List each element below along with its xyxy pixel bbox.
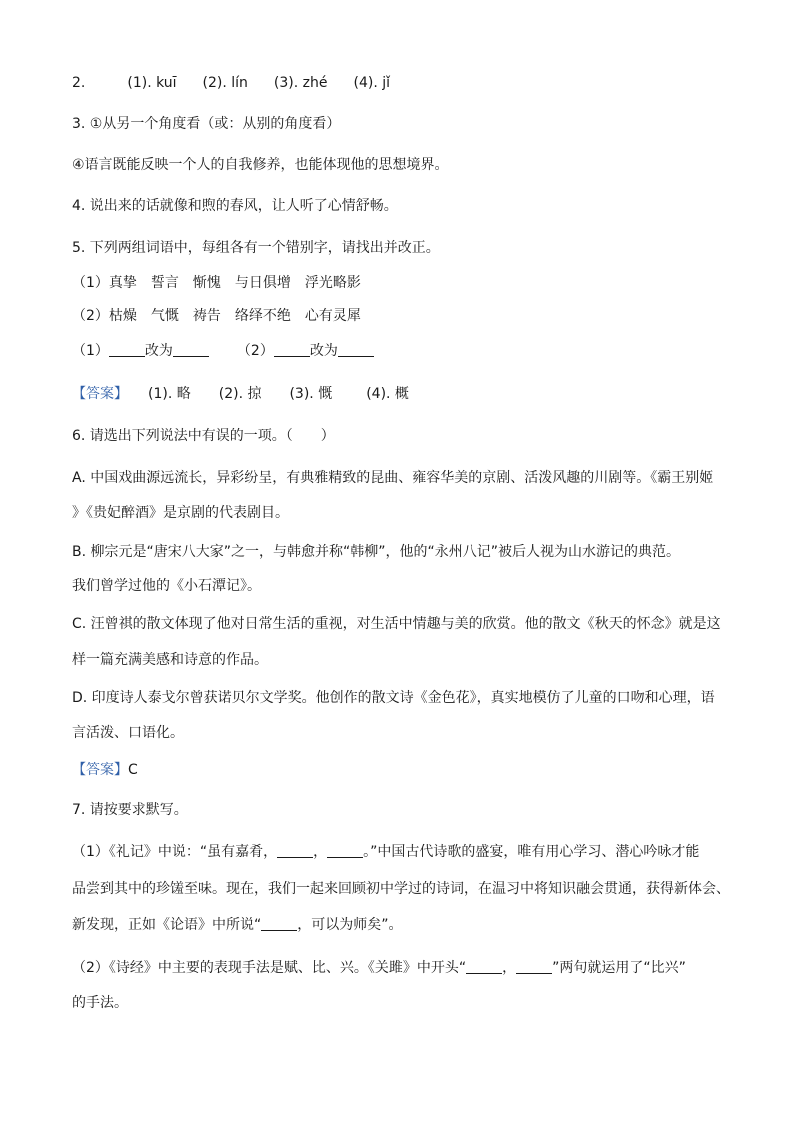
q7-part-1-line-2: 品尝到其中的珍馐至味。现在，我们一起来回顾初中学过的诗词，在温习中将知识融会贯通，获得新体会、 <box>72 881 730 897</box>
q7-stem: 7. 请按要求默写。 <box>72 802 188 818</box>
q5-fill-2-change: 改为 <box>309 343 338 359</box>
q7-part-1-text-a: （1）《礼记》中说：“虽有嘉肴， <box>72 844 278 860</box>
q6-option-d-line-1: D. 印度诗人泰戈尔曾获诺贝尔文学奖。他创作的散文诗《金色花》，真实地模仿了儿童的口吻和心理，语 <box>72 690 715 706</box>
q7-part-1-line-3 <box>72 915 403 935</box>
q7-part-2-line-2: 的手法。 <box>72 995 128 1011</box>
q7-part-1-line-3-b: ，可以为师矣”。 <box>297 917 403 933</box>
q2-answer-3: (3). zhé <box>273 75 328 91</box>
q6-answer-line <box>72 760 138 780</box>
q7-part-2-line-1 <box>72 958 686 978</box>
q7-blank-3 <box>261 916 297 931</box>
q5-answer-2: (2). 掠 <box>218 386 262 402</box>
q2-answer-1: (1). kuī <box>127 75 177 91</box>
q7-part-1-text-b: ， <box>313 844 328 860</box>
q5-answer-1: (1). 略 <box>148 386 191 402</box>
q5-blank-1 <box>109 342 145 357</box>
q3-answer-line-2: ④语言既能反映一个人的自我修养，也能体现他的思想境界。 <box>72 157 449 173</box>
q6-option-d-line-2: 言活泼、口语化。 <box>72 725 184 741</box>
q6-stem: 6. 请选出下列说法中有误的一项。（ ） <box>72 428 335 444</box>
q5-fill-blanks <box>72 341 374 361</box>
q6-answer-label: 【答案】 <box>72 762 128 778</box>
q6-option-a-line-1: A. 中国戏曲源远流长，异彩纷呈，有典雅精致的昆曲、雍容华美的京剧、活泼风趣的川剧等。《霸王别姬 <box>72 470 714 486</box>
q6-option-b-line-2: 我们曾学过他的《小石潭记》。 <box>72 578 261 594</box>
q5-blank-2 <box>173 342 209 357</box>
q6-option-a-line-2: 》《贵妃醉酒》是京剧的代表剧目。 <box>72 505 289 521</box>
q7-part-1-line-3-a: 新发现，正如《论语》中所说“ <box>72 917 262 933</box>
q5-answer-4: (4). 概 <box>366 386 409 402</box>
q7-part-1-text-c: 。”中国古代诗歌的盛宴，唯有用心学习、潜心吟咏才能 <box>363 844 700 860</box>
q6-answer-value: C <box>128 762 138 778</box>
q4-answer-line: 4. 说出来的话就像和煦的春风，让人听了心情舒畅。 <box>72 198 398 214</box>
q5-group-2: （2）枯燥 气慨 祷告 络绎不绝 心有灵犀 <box>72 308 361 324</box>
q7-part-2-text-b: ， <box>502 960 517 976</box>
q2-answer-4: (4). jǐ <box>353 75 391 91</box>
q7-blank-2 <box>327 843 363 858</box>
q2-answer-line <box>72 73 390 93</box>
q5-fill-2-label: （2） <box>236 343 274 359</box>
q2-answer-2: (2). lín <box>202 75 248 91</box>
q5-blank-3 <box>274 342 310 357</box>
q5-answer-line <box>72 384 409 404</box>
q5-fill-1-change: 改为 <box>144 343 173 359</box>
q7-part-1-line-1 <box>72 842 699 862</box>
q7-part-2-text-c: ”两句就运用了“比兴” <box>552 960 686 976</box>
q7-part-2-text-a: （2）《诗经》中主要的表现手法是赋、比、兴。《关雎》中开头“ <box>72 960 467 976</box>
q2-number: 2. <box>72 75 86 91</box>
q7-blank-4 <box>466 959 502 974</box>
q6-option-c-line-2: 样一篇充满美感和诗意的作品。 <box>72 652 268 668</box>
q5-answer-3: (3). 慨 <box>289 386 333 402</box>
q5-stem: 5. 下列两组词语中，每组各有一个错别字，请找出并改正。 <box>72 240 440 256</box>
q3-answer-line-1: 3. ①从另一个角度看（或：从别的角度看） <box>72 116 341 132</box>
q5-group-1: （1）真挚 誓言 惭愧 与日俱增 浮光略影 <box>72 275 361 291</box>
q5-answer-label: 【答案】 <box>72 386 128 402</box>
q6-option-c-line-1: C. 汪曾祺的散文体现了他对日常生活的重视，对生活中情趣与美的欣赏。他的散文《秋天的怀念》就是这 <box>72 616 721 632</box>
q5-blank-4 <box>338 342 374 357</box>
q5-fill-1-label: （1） <box>72 343 109 359</box>
q7-blank-5 <box>516 959 552 974</box>
q7-blank-1 <box>277 843 313 858</box>
q6-option-b-line-1: B. 柳宗元是“唐宋八大家”之一，与韩愈并称“韩柳”，他的“永州八记”被后人视为山水游记的典范。 <box>72 544 681 560</box>
